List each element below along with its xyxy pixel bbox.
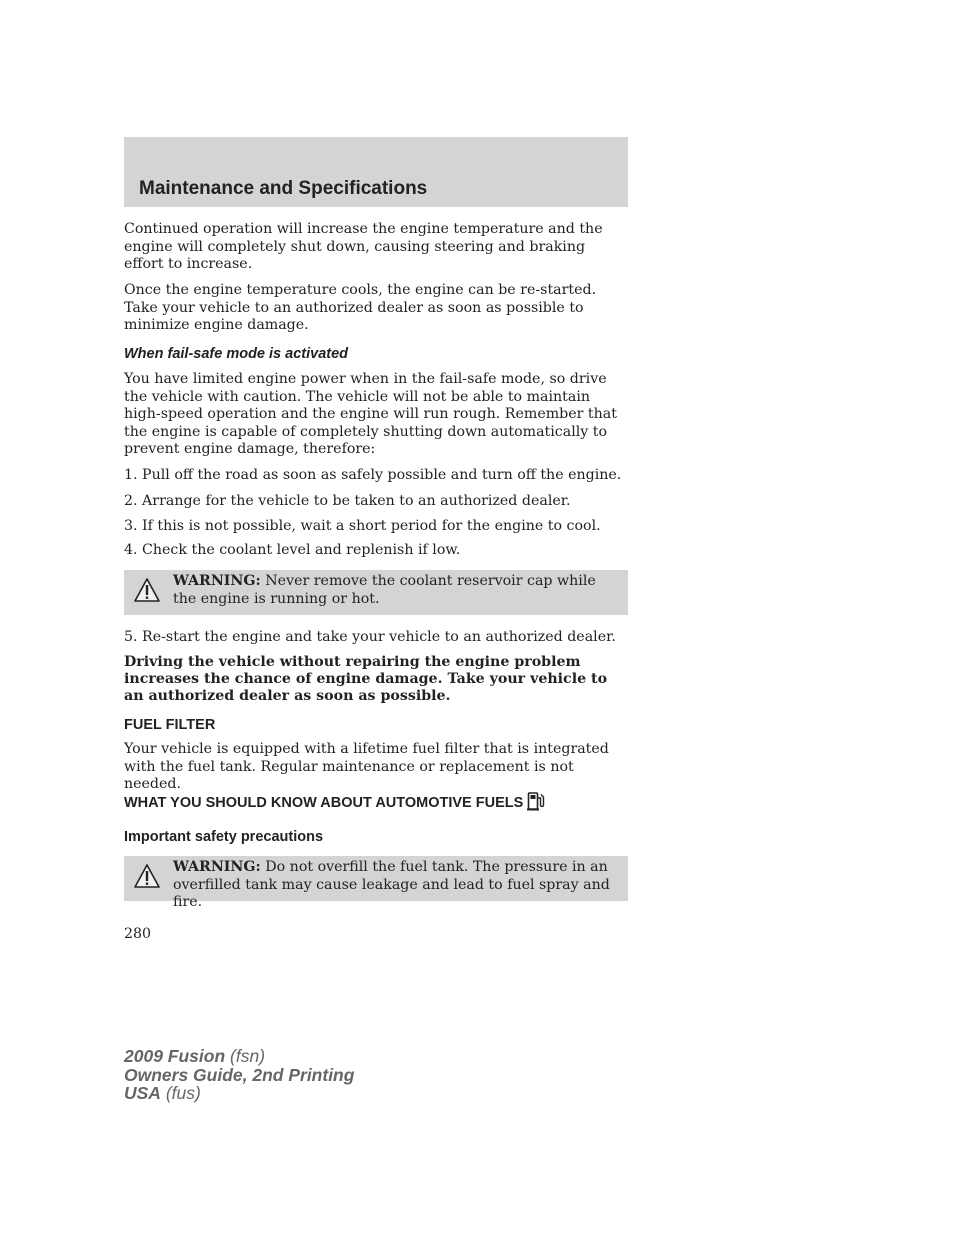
warning-triangle-icon bbox=[134, 577, 160, 608]
failsafe-heading: When fail-safe mode is activated bbox=[124, 346, 349, 362]
bold-note: Driving the vehicle without repairing the engine problem increases the chance of engine damage. Take your vehicle to an authorized dealer as soon as possible. bbox=[124, 654, 608, 704]
warning-text-coolant bbox=[173, 573, 622, 608]
step-5: 5. Re-start the engine and take your vehicle to an authorized dealer. bbox=[124, 629, 616, 645]
warning-message: Never remove the coolant reservoir cap while the engine is running or hot. bbox=[173, 573, 596, 607]
footer-market: USA bbox=[124, 1083, 161, 1103]
page-title: Maintenance and Specifications bbox=[139, 178, 428, 199]
step-3: 3. If this is not possible, wait a short period for the engine to cool. bbox=[124, 518, 601, 534]
paragraph-limited-power: You have limited engine power when in the fail-safe mode, so drive the vehicle with caution. The vehicle will not be able to maintain high-speed operation and the engine will run rough. Remember that the engine is capable of completely shutting down automatically to prevent engine damage, therefore: bbox=[124, 371, 617, 458]
automotive-fuels-heading-text: WHAT YOU SHOULD KNOW ABOUT AUTOMOTIVE FUELS bbox=[124, 795, 524, 811]
fuel-filter-heading: FUEL FILTER bbox=[124, 717, 216, 733]
warning-box-fuel-tank bbox=[124, 856, 628, 911]
warning-box-coolant bbox=[124, 570, 628, 615]
warning-label: WARNING: bbox=[173, 573, 261, 589]
warning-label: WARNING: bbox=[173, 859, 261, 875]
fuel-filter-text: Your vehicle is equipped with a lifetime fuel filter that is integrated with the fuel tank. Regular maintenance or replacement is not needed. bbox=[124, 741, 609, 793]
safety-precautions-heading: Important safety precautions bbox=[124, 829, 324, 845]
footer-edition bbox=[124, 1047, 354, 1103]
warning-text-fuel-tank bbox=[173, 859, 622, 912]
warning-message: Do not overfill the fuel tank. The pressure in an overfilled tank may cause leakage and lead to fuel spray and fire. bbox=[173, 859, 610, 911]
automotive-fuels-heading bbox=[124, 791, 628, 815]
step-4: 4. Check the coolant level and replenish if low. bbox=[124, 542, 461, 558]
footer-market-code: (fus) bbox=[160, 1083, 201, 1103]
footer-model: 2009 Fusion bbox=[124, 1046, 226, 1066]
footer-model-code: (fsn) bbox=[225, 1046, 266, 1066]
warning-triangle-icon bbox=[134, 863, 160, 894]
page-number: 280 bbox=[124, 926, 152, 942]
paragraph-continued-operation: Continued operation will increase the engine temperature and the engine will completely shut down, causing steering and braking effort to increase. bbox=[124, 221, 603, 273]
footer-guide: Owners Guide, 2nd Printing bbox=[124, 1064, 355, 1085]
fuel-pump-icon bbox=[527, 791, 545, 815]
step-2: 2. Arrange for the vehicle to be taken to an authorized dealer. bbox=[124, 493, 571, 509]
step-1: 1. Pull off the road as soon as safely possible and turn off the engine. bbox=[124, 467, 622, 483]
paragraph-engine-cools: Once the engine temperature cools, the engine can be re-started. Take your vehicle to an authorized dealer as soon as possible to minimize engine damage. bbox=[124, 282, 597, 334]
